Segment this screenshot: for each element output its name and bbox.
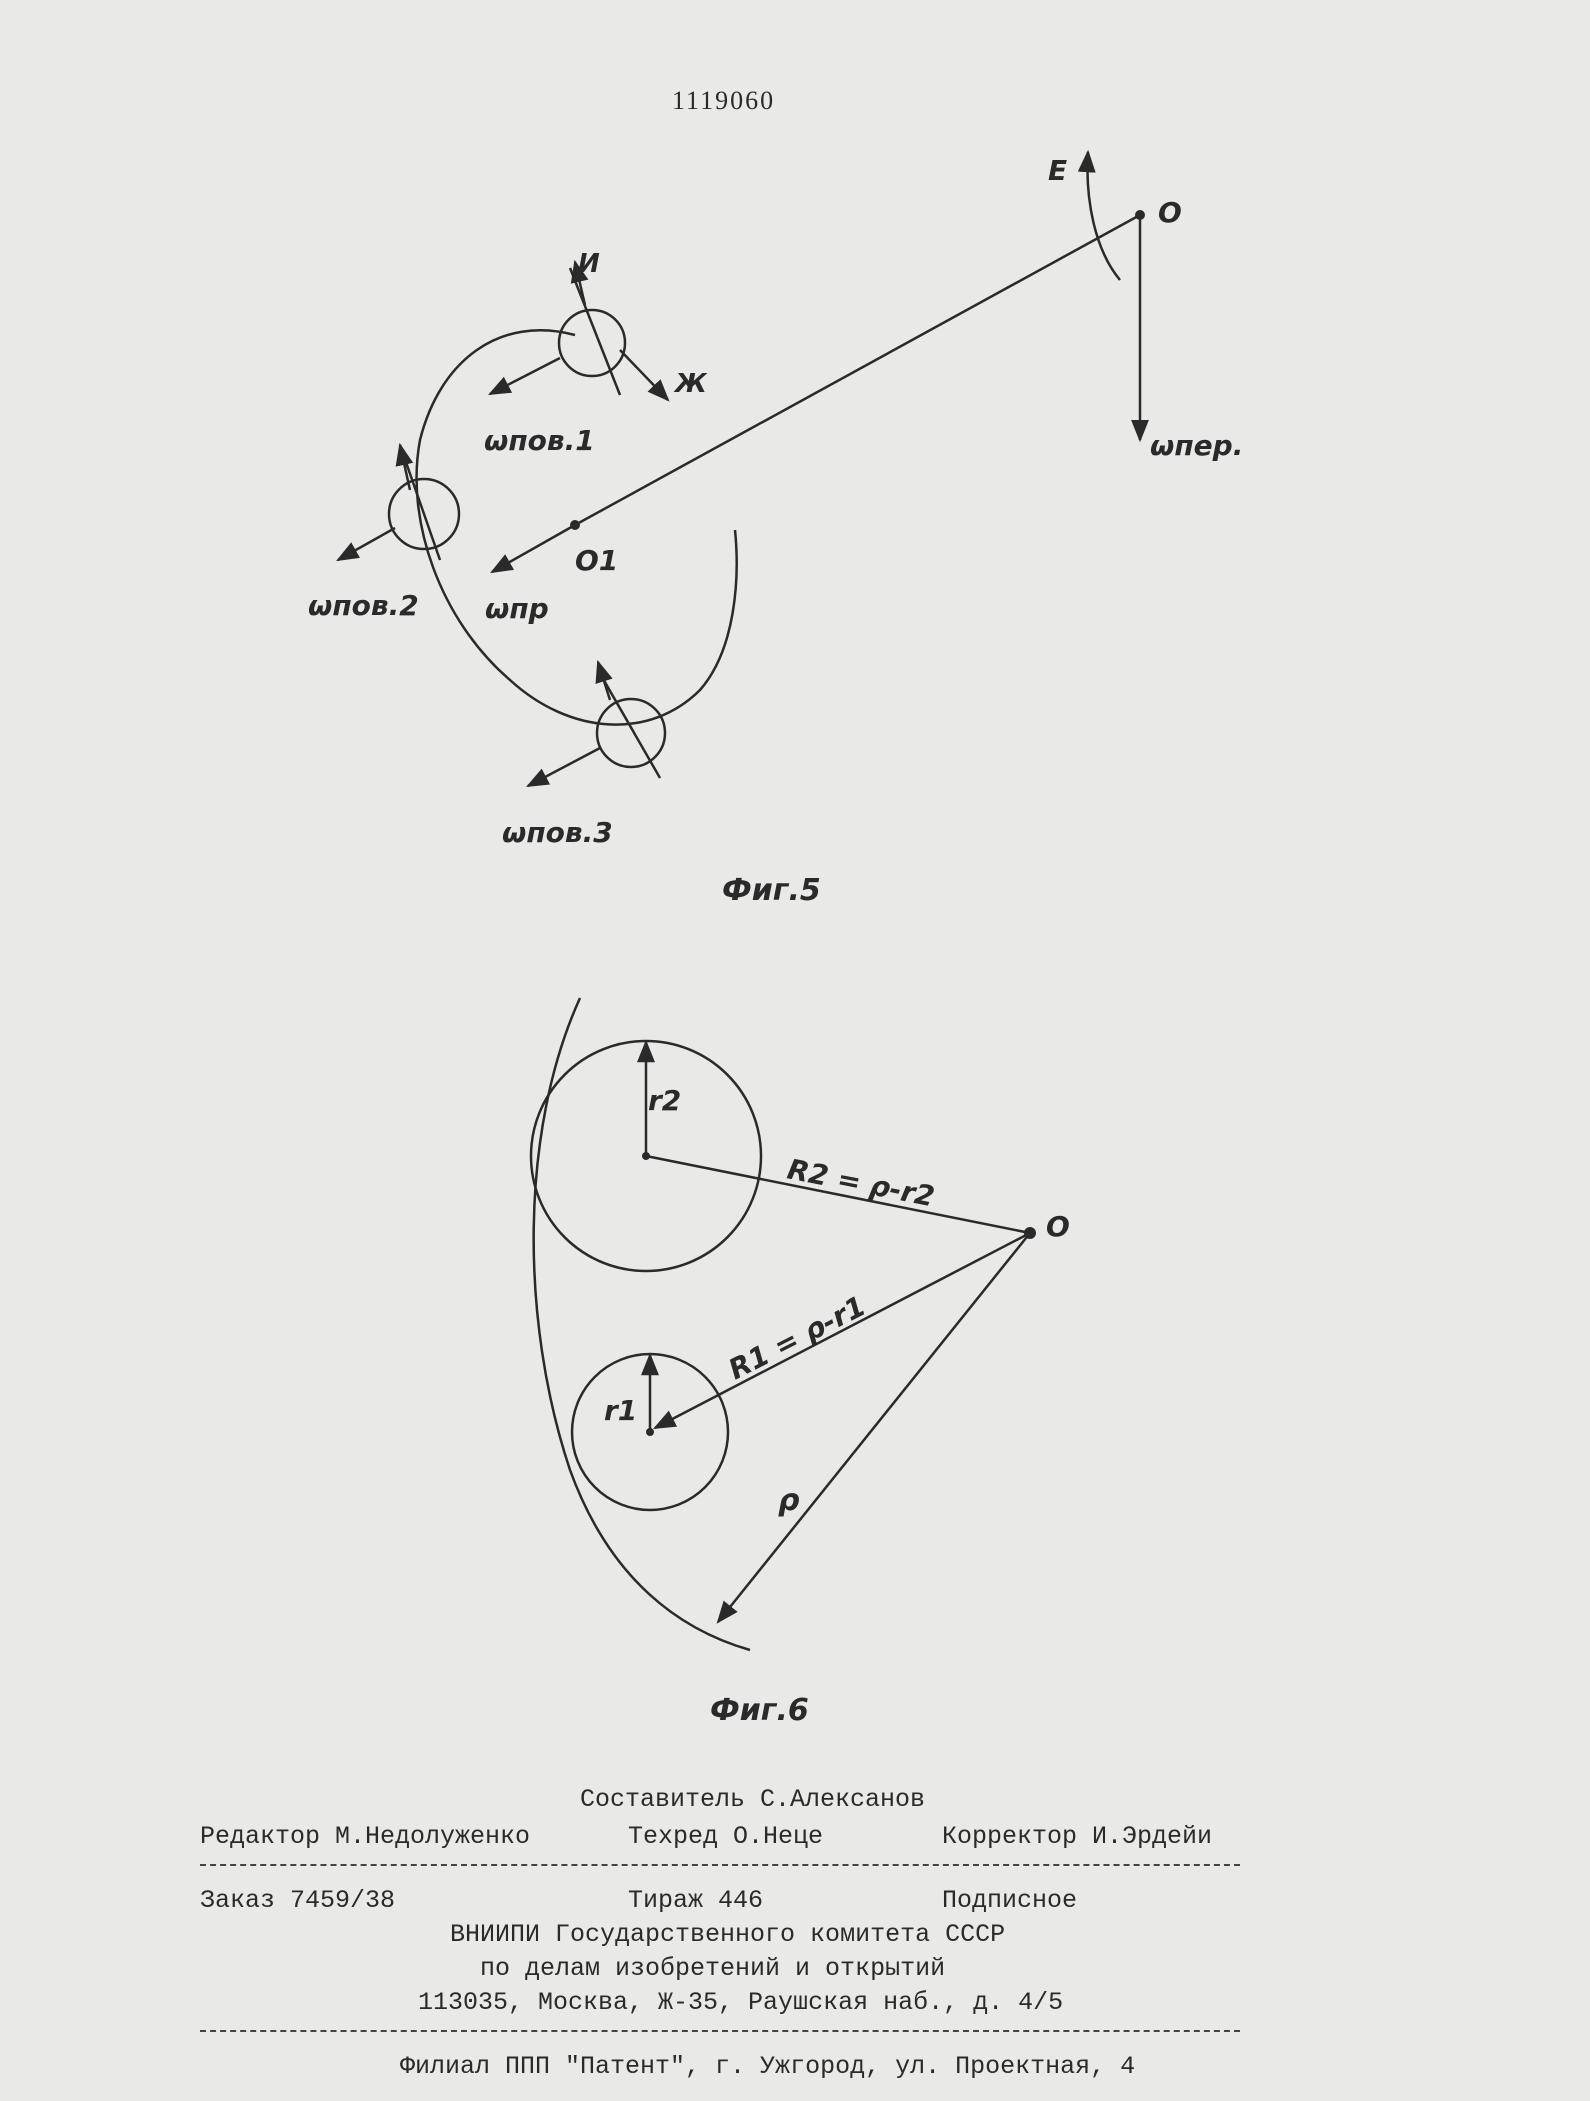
label-omega-pr: ωпр [485,592,549,625]
address: 113035, Москва, Ж-35, Раушская наб., д. 4/5 [418,1988,1064,2017]
label-omega-pov3: ωпов.3 [502,816,613,849]
label-e: E [1048,154,1068,187]
org-line-1: ВНИИПИ Государственного комитета СССР [450,1920,1006,1949]
outer-arc [534,998,750,1650]
label-r1-formula: R1 = ρ-r1 [723,1289,871,1387]
order: Заказ 7459/38 [200,1886,396,1915]
rule-bottom [200,2030,1240,2032]
label-o1: O1 [575,544,619,577]
rule-top [200,1864,1240,1866]
center-r2 [642,1152,650,1160]
patent-number: 1119060 [672,86,776,115]
org-line-2: по делам изобретений и открытий [480,1954,946,1983]
branch: Филиал ППП "Патент", г. Ужгород, ул. Проектная, 4 [400,2052,1136,2081]
label-omega-pov2: ωпов.2 [308,589,419,622]
subscription: Подписное [942,1886,1078,1915]
label-omega-per: ωпер. [1150,429,1244,462]
label-r1: r1 [604,1394,638,1427]
proofreader: Корректор И.Эрдейи [942,1822,1213,1851]
figure-5-caption: Фиг.5 [722,873,821,908]
tech-editor: Техред О.Неце [628,1822,824,1851]
label-i: И [578,249,600,279]
label-omega-pov1: ωпов.1 [484,424,595,457]
label-o: O [1158,196,1182,229]
label-rho: ρ [778,1483,800,1518]
label-o-fig6: O [1046,1210,1070,1243]
circulation: Тираж 446 [628,1886,764,1915]
editor: Редактор М.Недолуженко [200,1822,531,1851]
figure-6-caption: Фиг.6 [710,1693,809,1728]
compiler: Составитель С.Алексанов [580,1785,926,1814]
point-o-fig6 [1024,1227,1036,1239]
label-r2: r2 [648,1084,682,1117]
rho-arrow [718,1233,1030,1622]
center-r1 [646,1428,654,1436]
label-r2-formula: R2 = ρ-r2 [784,1152,938,1214]
label-zh: Ж [675,369,707,399]
